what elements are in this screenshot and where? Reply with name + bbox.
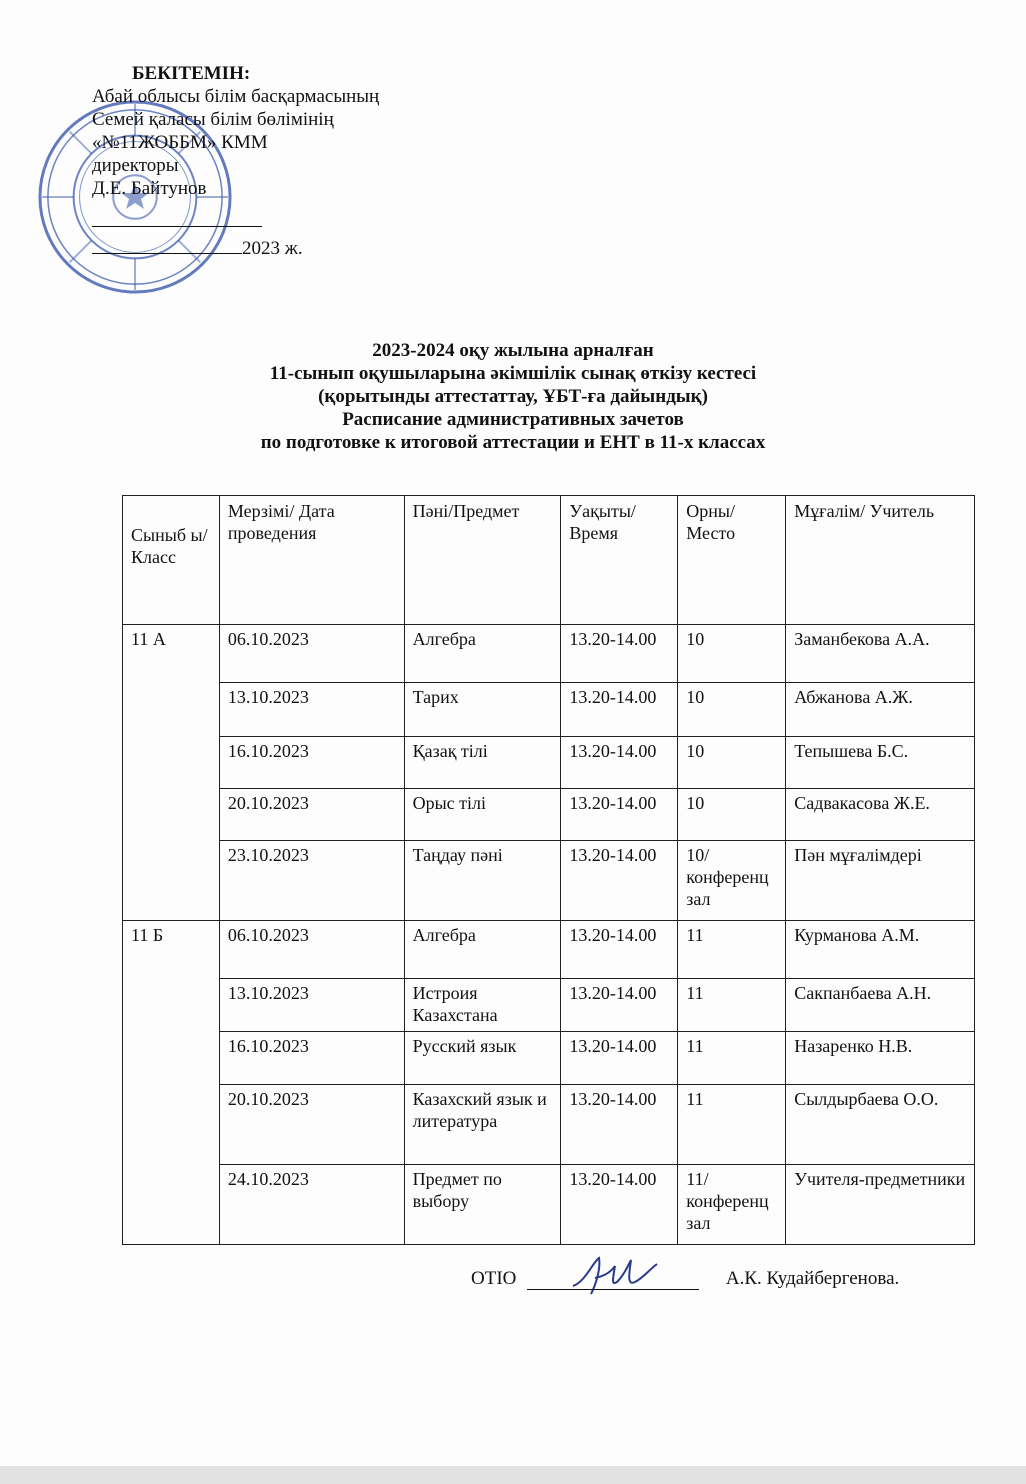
date-cell: 06.10.2023	[219, 921, 404, 979]
approval-date: 2023 ж.	[92, 235, 379, 260]
header-time: Уақыты/ Время	[561, 496, 678, 625]
teacher-cell: Тепышева Б.С.	[786, 737, 975, 789]
time-cell: 13.20-14.00	[561, 841, 678, 921]
table-row	[123, 979, 975, 1032]
teacher-cell: Курманова А.М.	[786, 921, 975, 979]
document-title	[0, 339, 1026, 454]
place-cell: 10	[678, 737, 786, 789]
approval-line: Абай облысы білім басқармасының	[92, 86, 380, 107]
place-cell: 11/ конференц зал	[678, 1165, 786, 1245]
subject-cell: Алгебра	[404, 921, 561, 979]
title-line: по подготовке к итоговой аттестации и ЕНТ в 11-х классах	[260, 432, 766, 453]
date-cell: 06.10.2023	[219, 625, 404, 683]
approval-line: Семей қаласы білім бөлімінің	[92, 109, 334, 130]
place-cell: 11	[678, 979, 786, 1032]
title-line: 11-сынып оқушыларына әкімшілік сынақ өткізу кестесі	[269, 363, 757, 384]
table-row	[123, 921, 975, 979]
table-header-row	[123, 496, 975, 625]
time-cell: 13.20-14.00	[561, 737, 678, 789]
date-cell: 24.10.2023	[219, 1165, 404, 1245]
approval-heading: БЕКІТЕМІН:	[132, 63, 251, 84]
title-line: 2023-2024 оқу жылына арналған	[372, 340, 654, 361]
date-cell: 13.10.2023	[219, 683, 404, 737]
subject-cell: Орыс тілі	[404, 789, 561, 841]
subject-cell: Алгебра	[404, 625, 561, 683]
place-cell: 10	[678, 789, 786, 841]
header-teacher: Мұғалім/ Учитель	[786, 496, 975, 625]
table-row	[123, 841, 975, 921]
table-row	[123, 683, 975, 737]
title-line: (қорытынды аттестаттау, ҰБТ-ға дайындық)	[318, 386, 708, 407]
teacher-cell: Сылдырбаева О.О.	[786, 1085, 975, 1165]
teacher-cell: Абжанова А.Ж.	[786, 683, 975, 737]
subject-cell: Казахский язык и литература	[404, 1085, 561, 1165]
footer-name: А.К. Кудайбергенова.	[725, 1268, 900, 1289]
time-cell: 13.20-14.00	[561, 1032, 678, 1085]
place-cell: 10	[678, 683, 786, 737]
subject-cell: Истроия Казахстана	[404, 979, 561, 1032]
place-cell: 11	[678, 921, 786, 979]
time-cell: 13.20-14.00	[561, 979, 678, 1032]
approval-line: «№11ЖОББМ» КММ	[92, 132, 268, 153]
table-row	[123, 1085, 975, 1165]
teacher-cell: Сакпанбаева А.Н.	[786, 979, 975, 1032]
place-cell: 11	[678, 1032, 786, 1085]
header-date: Мерзімі/ Дата проведения	[219, 496, 404, 625]
time-cell: 13.20-14.00	[561, 789, 678, 841]
class-cell: 11 А	[123, 625, 220, 921]
subject-cell: Предмет по выбору	[404, 1165, 561, 1245]
subject-cell: Тарих	[404, 683, 561, 737]
director-name: Д.Е. Байтунов	[92, 178, 207, 199]
time-cell: 13.20-14.00	[561, 625, 678, 683]
date-cell: 16.10.2023	[219, 1032, 404, 1085]
time-cell: 13.20-14.00	[561, 1165, 678, 1245]
table-row	[123, 789, 975, 841]
date-cell: 16.10.2023	[219, 737, 404, 789]
date-cell: 13.10.2023	[219, 979, 404, 1032]
approval-line: директоры	[92, 155, 179, 176]
header-class: Сыныб ы/ Класс	[123, 496, 220, 625]
date-cell: 20.10.2023	[219, 1085, 404, 1165]
place-cell: 11	[678, 1085, 786, 1165]
subject-cell: Русский язык	[404, 1032, 561, 1085]
teacher-cell: Заманбекова А.А.	[786, 625, 975, 683]
table-row	[123, 737, 975, 789]
teacher-cell: Назаренко Н.В.	[786, 1032, 975, 1085]
teacher-cell: Садвакасова Ж.Е.	[786, 789, 975, 841]
place-cell: 10	[678, 625, 786, 683]
teacher-cell: Учителя-предметники	[786, 1165, 975, 1245]
signature-line	[527, 1269, 699, 1290]
place-cell: 10/ конференц зал	[678, 841, 786, 921]
bottom-bar	[0, 1466, 1026, 1484]
date-cell: 23.10.2023	[219, 841, 404, 921]
signature-blank	[92, 208, 379, 233]
class-cell: 11 Б	[123, 921, 220, 1245]
subject-cell: Таңдау пәні	[404, 841, 561, 921]
table-row	[123, 1032, 975, 1085]
approval-block	[92, 62, 379, 260]
footer-signature	[471, 1268, 899, 1290]
time-cell: 13.20-14.00	[561, 921, 678, 979]
subject-cell: Қазақ тілі	[404, 737, 561, 789]
time-cell: 13.20-14.00	[561, 1085, 678, 1165]
schedule-table	[122, 495, 975, 1245]
teacher-cell: Пән мұғалімдері	[786, 841, 975, 921]
title-line: Расписание административных зачетов	[342, 409, 684, 430]
date-cell: 20.10.2023	[219, 789, 404, 841]
table-row	[123, 625, 975, 683]
footer-label: ОТІО	[471, 1268, 517, 1289]
time-cell: 13.20-14.00	[561, 683, 678, 737]
table-row	[123, 1165, 975, 1245]
header-subject: Пәні/Предмет	[404, 496, 561, 625]
header-place: Орны/ Место	[678, 496, 786, 625]
